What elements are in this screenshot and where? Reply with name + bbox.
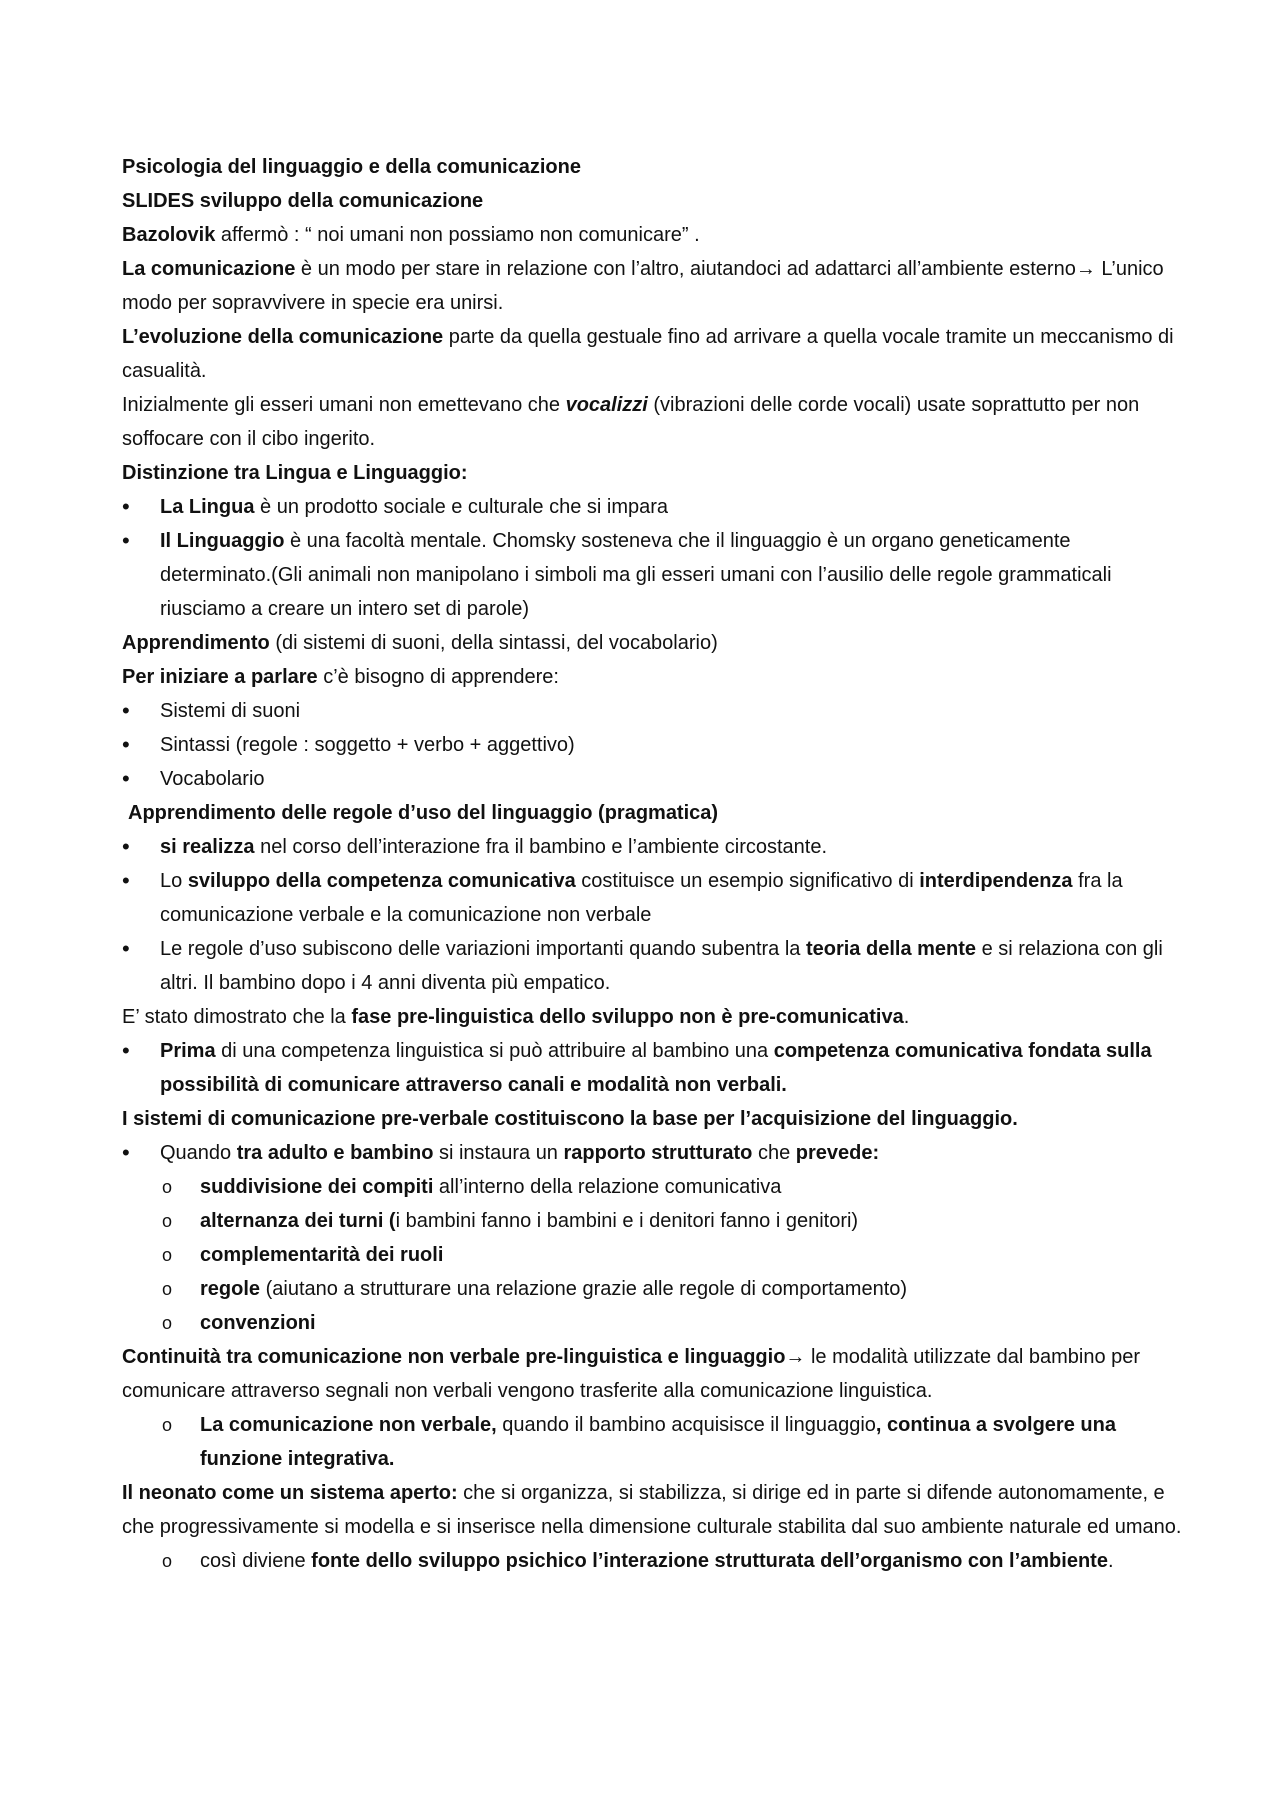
- doc-subtitle: SLIDES sviluppo della comunicazione: [122, 190, 484, 212]
- list-item: • Sistemi di suoni: [122, 694, 1182, 728]
- paragraph-vocalizzi: Inizialmente gli esseri umani non emettevano che vocalizzi (vibrazioni delle corde vocali) usate soprattutto per non soffocare con il cibo ingerito.: [122, 394, 1140, 450]
- list-regole: [122, 830, 1182, 1000]
- paragraph-apprendimento: Apprendimento (di sistemi di suoni, della sintassi, del vocabolario): [122, 632, 718, 654]
- paragraph-continuita: Continuità tra comunicazione non verbale pre-linguistica e linguaggio→ le modalità utilizzate dal bambino per comunicare attraverso segnali non verbali vengono trasferite alla comunicazione linguistica.: [122, 1346, 1141, 1402]
- list-item-regole-2: • Lo sviluppo della competenza comunicativa costituisce un esempio significativo di interdipendenza fra la comunicazione verbale e la comunicazione non verbale: [122, 864, 1182, 932]
- list-item-lingua: • La Lingua è un prodotto sociale e culturale che si impara: [122, 490, 1182, 524]
- paragraph-bazolovik: Bazolovik affermò : “ noi umani non possiamo non comunicare” .: [122, 224, 700, 246]
- heading-regole: Apprendimento delle regole d’uso del linguaggio (pragmatica): [128, 802, 719, 824]
- list-item-regole-1: • si realizza nel corso dell’interazione fra il bambino e l’ambiente circostante.: [122, 830, 1182, 864]
- list-item-linguaggio: • Il Linguaggio è una facoltà mentale. Chomsky sosteneva che il linguaggio è un organo geneticamente determinato.(Gli animali non manipolano i simboli ma gli esseri umani con l’ausilio delle regole grammaticali riusciamo a creare un intero set di parole): [122, 524, 1182, 626]
- paragraph-comunicazione: La comunicazione è un modo per stare in relazione con l’altro, aiutandoci ad adattarci all’ambiente esterno→ L’unico modo per sopravvivere in specie era unirsi.: [122, 258, 1164, 314]
- list-item-cosi: o così diviene fonte dello sviluppo psichico l’interazione strutturata dell’organismo con l’ambiente.: [122, 1544, 1182, 1578]
- paragraph-neonato: Il neonato come un sistema aperto: che si organizza, si stabilizza, si dirige ed in parte si difende autonomamente, e che progressivamente si modella e si inserisce nella dimensione culturale stabilita dal suo ambiente naturale ed umano.: [122, 1482, 1182, 1538]
- list-item-regole-3: • Le regole d’uso subiscono delle variazioni importanti quando subentra la teoria della mente e si relaziona con gli altri. Il bambino dopo i 4 anni diventa più empatico.: [122, 932, 1182, 1000]
- list-item-prima: • Prima di una competenza linguistica si può attribuire al bambino una competenza comunicativa fondata sulla possibilità di comunicare attraverso canali e modalità non verbali.: [122, 1034, 1182, 1102]
- list-item: • Vocabolario: [122, 762, 1182, 796]
- list-item-quando: • Quando tra adulto e bambino si instaura un rapporto strutturato che prevede:: [122, 1136, 1182, 1170]
- heading-distinzione: Distinzione tra Lingua e Linguaggio:: [122, 462, 468, 484]
- list-item: o suddivisione dei compiti all’interno della relazione comunicativa: [122, 1170, 1182, 1204]
- list-prima: [122, 1034, 1182, 1102]
- list-item: o convenzioni: [122, 1306, 1182, 1340]
- paragraph-iniziare: Per iniziare a parlare c’è bisogno di apprendere:: [122, 666, 559, 688]
- list-item: o complementarità dei ruoli: [122, 1238, 1182, 1272]
- list-item: • Sintassi (regole : soggetto + verbo + aggettivo): [122, 728, 1182, 762]
- paragraph-evoluzione: L’evoluzione della comunicazione parte da quella gestuale fino ad arrivare a quella vocale tramite un meccanismo di casualità.: [122, 326, 1174, 382]
- list-apprendere: [122, 694, 1182, 796]
- list-prevede: [122, 1170, 1182, 1340]
- list-quando: [122, 1136, 1182, 1170]
- list-item: o regole (aiutano a strutturare una relazione grazie alle regole di comportamento): [122, 1272, 1182, 1306]
- document-page: [122, 150, 1182, 1578]
- list-cosi: [122, 1544, 1182, 1578]
- list-item: o alternanza dei turni (i bambini fanno i bambini e i denitori fanno i genitori): [122, 1204, 1182, 1238]
- list-item-non-verbale: o La comunicazione non verbale, quando il bambino acquisisce il linguaggio, continua a svolgere una funzione integrativa.: [122, 1408, 1182, 1476]
- list-lingua-linguaggio: [122, 490, 1182, 626]
- doc-title: Psicologia del linguaggio e della comunicazione: [122, 156, 581, 178]
- paragraph-dimostrato: E’ stato dimostrato che la fase pre-linguistica dello sviluppo non è pre-comunicativa.: [122, 1006, 910, 1028]
- list-non-verbale: [122, 1408, 1182, 1476]
- heading-sistemi: I sistemi di comunicazione pre-verbale costituiscono la base per l’acquisizione del linguaggio.: [122, 1108, 1018, 1130]
